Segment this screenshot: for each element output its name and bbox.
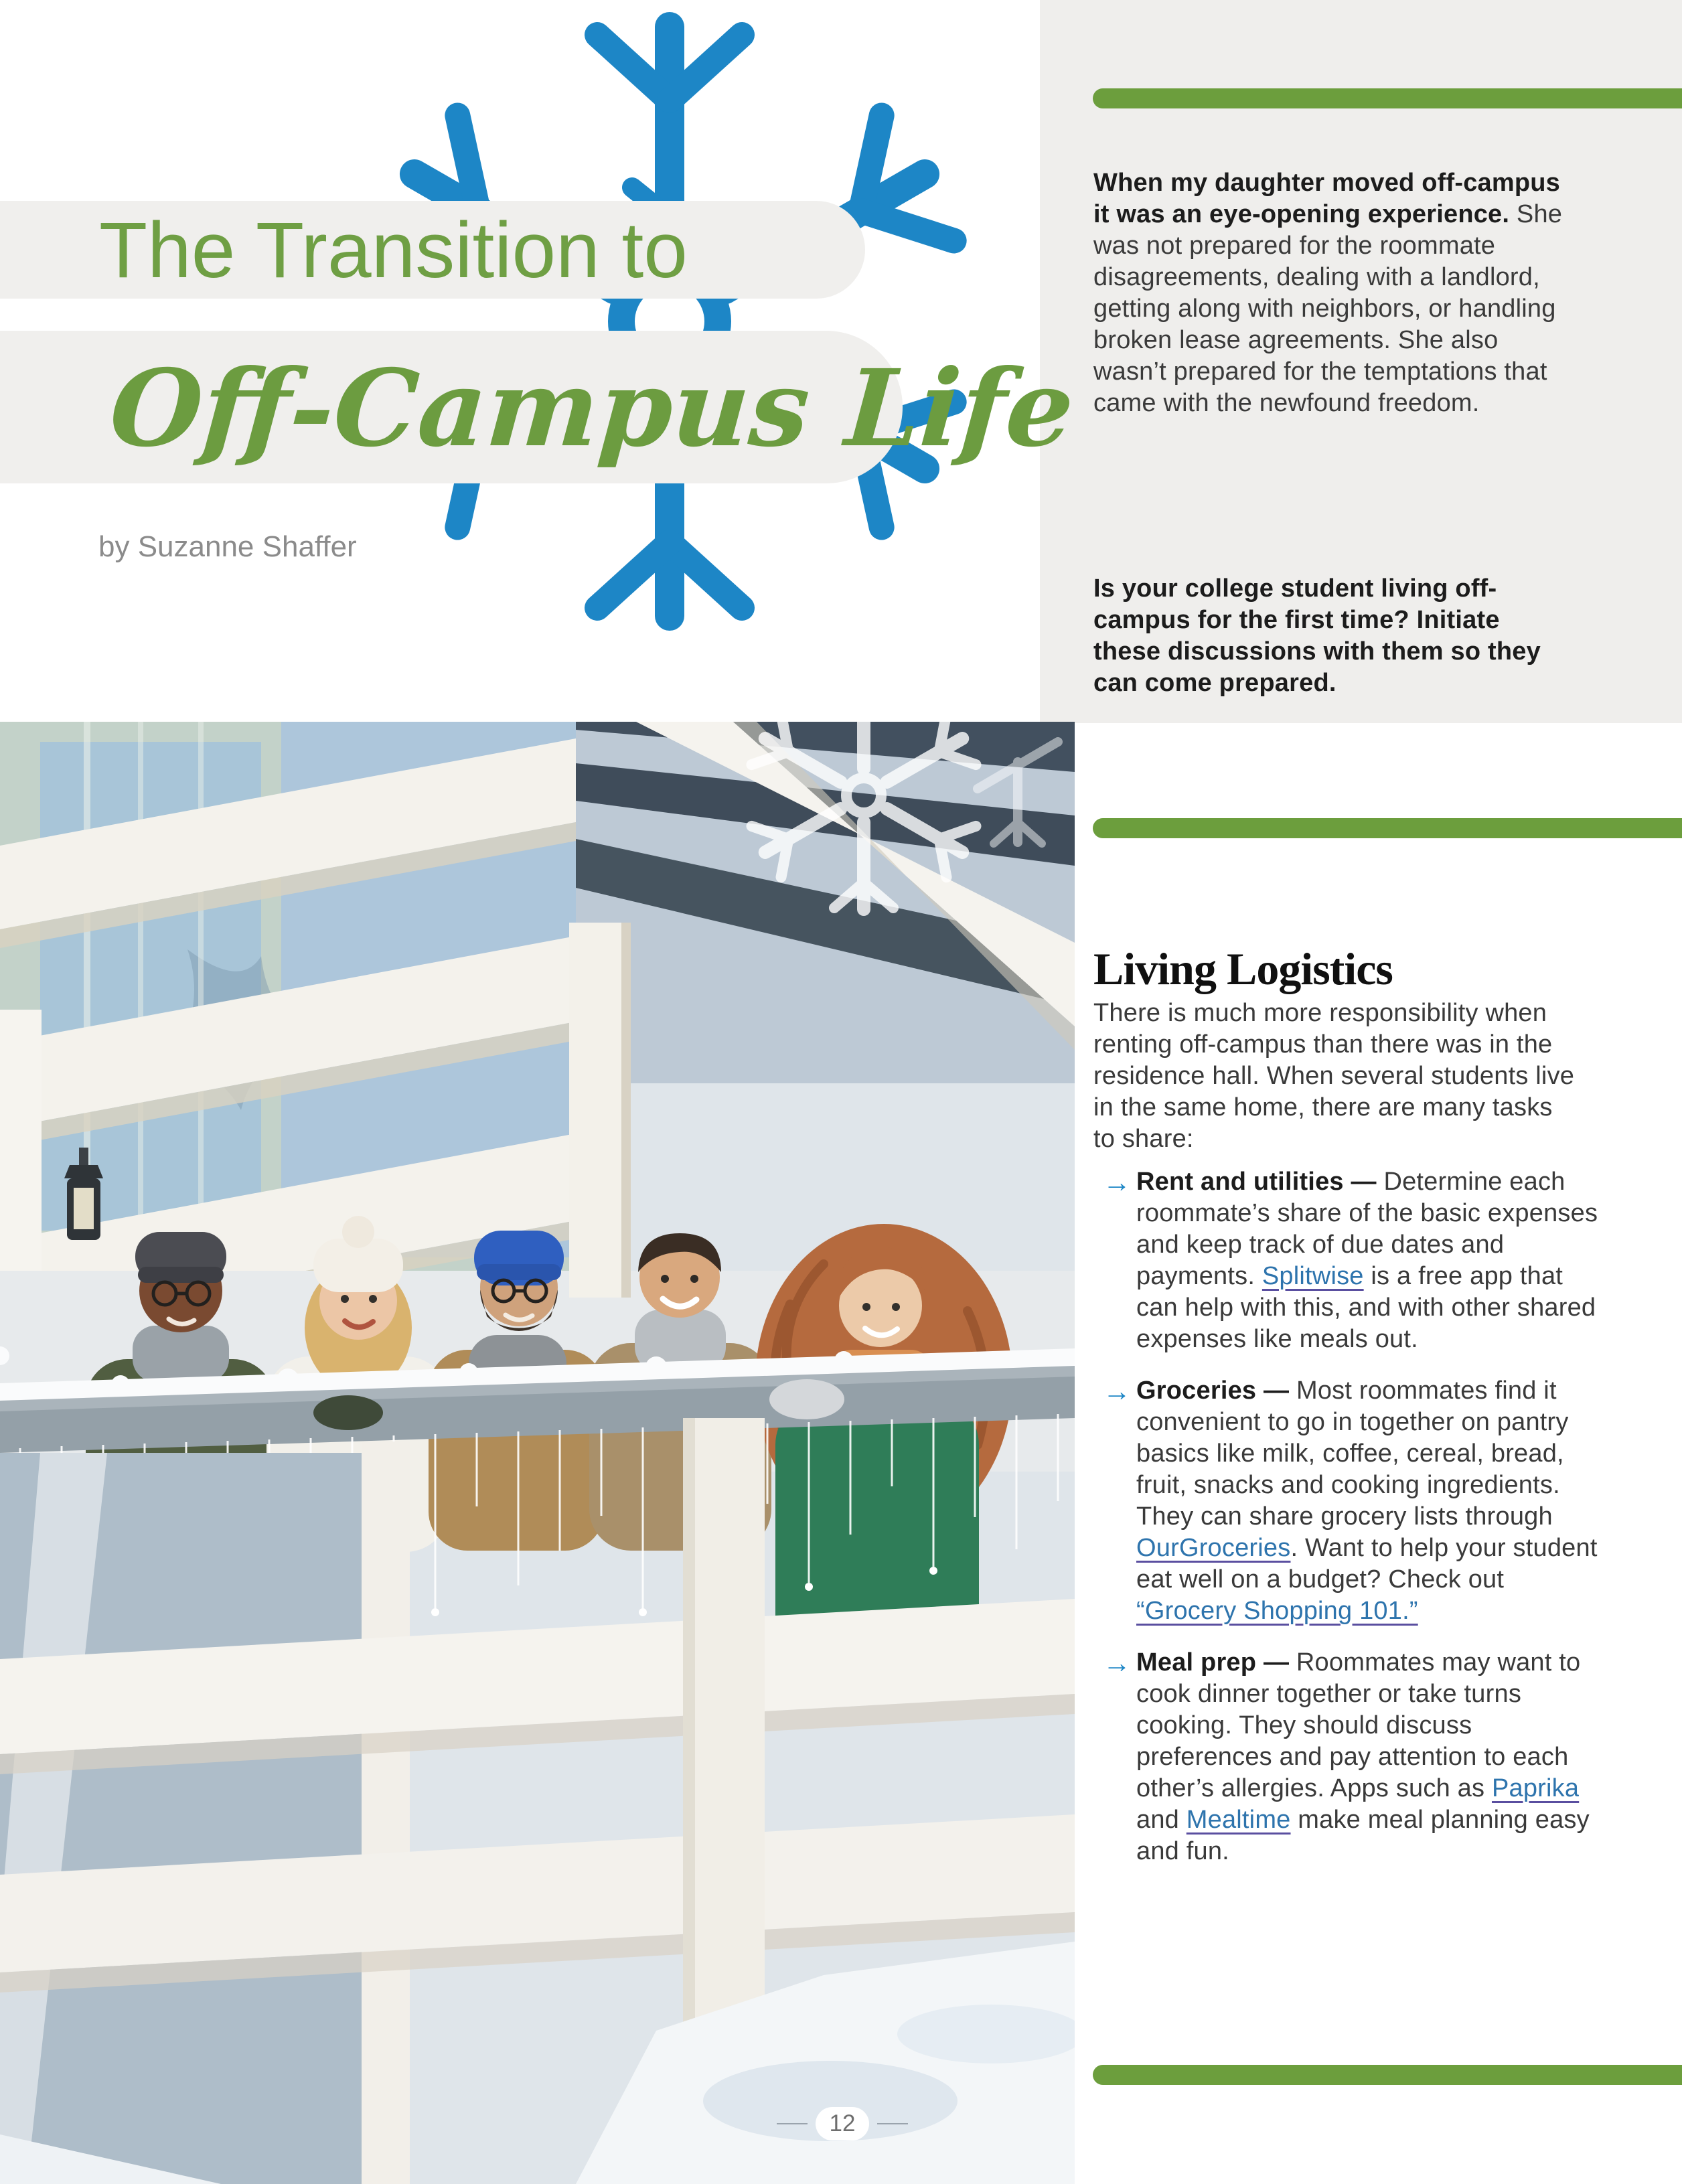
inline-link[interactable]: Paprika [1491, 1774, 1580, 1802]
inline-link[interactable]: Mealtime [1186, 1806, 1291, 1834]
divider-bar-top [1093, 88, 1682, 108]
text-segment: . Want to help your student eat well on a budget? Check out [1136, 1534, 1598, 1593]
byline: by Suzanne Shaffer [98, 530, 357, 563]
bullet-item [1093, 1647, 1649, 1867]
hero-photo [0, 722, 1075, 2184]
bullet-list [1093, 1166, 1649, 1887]
text-segment: and [1136, 1806, 1187, 1834]
bullet-item [1093, 1375, 1649, 1627]
text-segment: is a free app that can help with this, and with other shared expenses like meals out. [1136, 1262, 1596, 1353]
inline-link[interactable]: Splitwise [1262, 1262, 1364, 1290]
divider-bar-middle [1093, 818, 1682, 838]
bullet-label: Rent and utilities — [1136, 1168, 1384, 1196]
bullet-text [1136, 1166, 1605, 1355]
text-segment: make meal planning easy and fun. [1136, 1806, 1590, 1865]
page-title-line1: The Transition to [99, 206, 688, 295]
intro-lead-bold: When my daughter moved off-campus it was an eye-opening experience. [1093, 169, 1561, 228]
arrow-icon: → [1103, 1166, 1131, 1198]
bullet-label: Groceries — [1136, 1377, 1296, 1405]
intro-lead-rest: She was not prepared for the roommate disagreements, dealing with a landlord, getting along with neighbors, or handling broken lease agreements. She also wasn’t prepared for the temptations that came with the newfound freedom. [1093, 200, 1563, 417]
text-segment: Most roommates find it convenient to go in together on pantry basics like milk, coffee, cereal, bread, fruit, snacks and cooking ingredients. They can share grocery lists through [1136, 1377, 1569, 1531]
intro-paragraph [1093, 167, 1565, 419]
inline-link[interactable]: “Grocery Shopping 101.” [1136, 1597, 1418, 1625]
arrow-icon: → [1103, 1375, 1131, 1407]
page-title-line2: Off-Campus Life [106, 347, 1078, 471]
section-intro: There is much more responsibility when renting off-campus than there was in the residence hall. When several students live in the same home, there are many tasks to share: [1093, 999, 1575, 1153]
callout-paragraph: Is your college student living off-campus for the first time? Initiate these discussions with them so they can come prepared. [1093, 574, 1541, 697]
bullet-text [1136, 1375, 1605, 1627]
divider-bar-bottom [1093, 2065, 1682, 2085]
text-segment: Roommates may want to cook dinner together or take turns cooking. They should discuss preferences and pay attention to each other’s allergies. Apps such as [1136, 1648, 1581, 1802]
page-number-badge [816, 2107, 869, 2140]
page-number: 12 [829, 2110, 856, 2136]
section-heading: Living Logistics [1093, 943, 1393, 995]
bullet-item [1093, 1166, 1649, 1355]
inline-link[interactable]: OurGroceries [1136, 1534, 1291, 1562]
badge-dash-left [777, 2123, 808, 2124]
text-segment: Determine each roommate’s share of the basic expenses and keep track of due dates and payments. [1136, 1168, 1598, 1290]
badge-dash-right [877, 2123, 908, 2124]
bullet-label: Meal prep — [1136, 1648, 1296, 1676]
bullet-text [1136, 1647, 1605, 1867]
arrow-icon: → [1103, 1647, 1131, 1679]
